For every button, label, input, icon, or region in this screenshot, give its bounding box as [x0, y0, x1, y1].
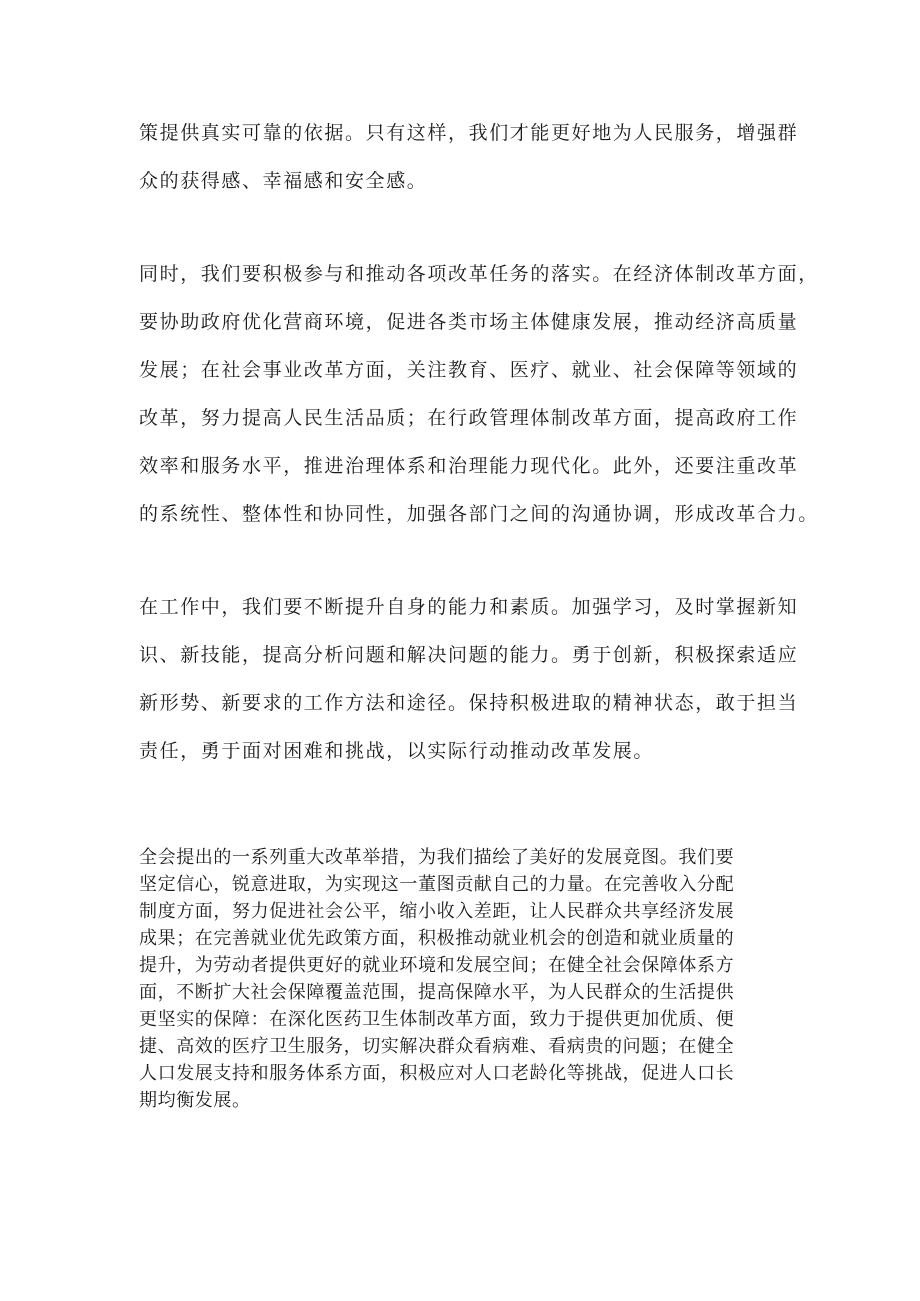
text-line: 的系统性、整体性和协同性，加强各部门之间的沟通协调，形成改革合力。: [139, 503, 819, 525]
text-line: 坚定信心，锐意进取，为实现这一董图贡献自己的力量。在完善收入分配: [139, 874, 735, 895]
text-line: 制度方面，努力促进社会公平，缩小收入差距，让人民群众共享经济发展: [139, 901, 735, 922]
text-line: 人口发展支持和服务体系方面，积极应对人口老龄化等挑战，促进人口长: [139, 1063, 735, 1084]
text-line: 捷、高效的医疗卫生服务，切实解决群众看病难、看病贵的问题；在健全: [139, 1036, 735, 1057]
text-line: 更坚实的保障：在深化医药卫生体制改革方面，致力于提供更加优质、便: [139, 1009, 735, 1030]
text-line: 成果；在完善就业优先政策方面，积极推动就业机会的创造和就业质量的: [139, 928, 735, 949]
text-line: 提升，为劳动者提供更好的就业环境和发展空间；在健全社会保障体系方: [139, 955, 735, 976]
text-line: 面，不断扩大社会保障覆盖范围，提高保障水平，为人民群众的生活提供: [139, 982, 735, 1003]
text-line: 发展；在社会事业改革方面，关注教育、医疗、就业、社会保障等领域的: [139, 359, 799, 381]
text-line: 要协助政府优化营商环境，促进各类市场主体健康发展，推动经济高质量: [139, 311, 799, 333]
text-line: 策提供真实可靠的依据。只有这样，我们才能更好地为人民服务，增强群: [139, 122, 799, 144]
text-line: 改革，努力提高人民生活品质；在行政管理体制改革方面，提高政府工作: [139, 407, 799, 429]
text-line: 效率和服务水平，推进治理体系和治理能力现代化。此外，还要注重改革: [139, 455, 799, 477]
text-line: 新形势、新要求的工作方法和途径。保持积极进取的精神状态，敢于担当: [139, 692, 799, 714]
text-line: 同时，我们要积极参与和推动各项改革任务的落实。在经济体制改革方面，: [139, 263, 819, 285]
text-line: 众的获得感、幸福感和安全感。: [139, 170, 428, 192]
text-line: 识、新技能，提高分析问题和解决问题的能力。勇于创新，积极探索适应: [139, 644, 799, 666]
text-line: 责任，勇于面对困难和挑战，以实际行动推动改革发展。: [139, 740, 655, 762]
text-line: 全会提出的一系列重大改革举措，为我们描绘了美好的发展竟图。我们要: [139, 847, 735, 868]
text-line: 期均衡发展。: [139, 1090, 251, 1111]
text-line: 在工作中，我们要不断提升自身的能力和素质。加强学习，及时掌握新知: [139, 596, 799, 618]
